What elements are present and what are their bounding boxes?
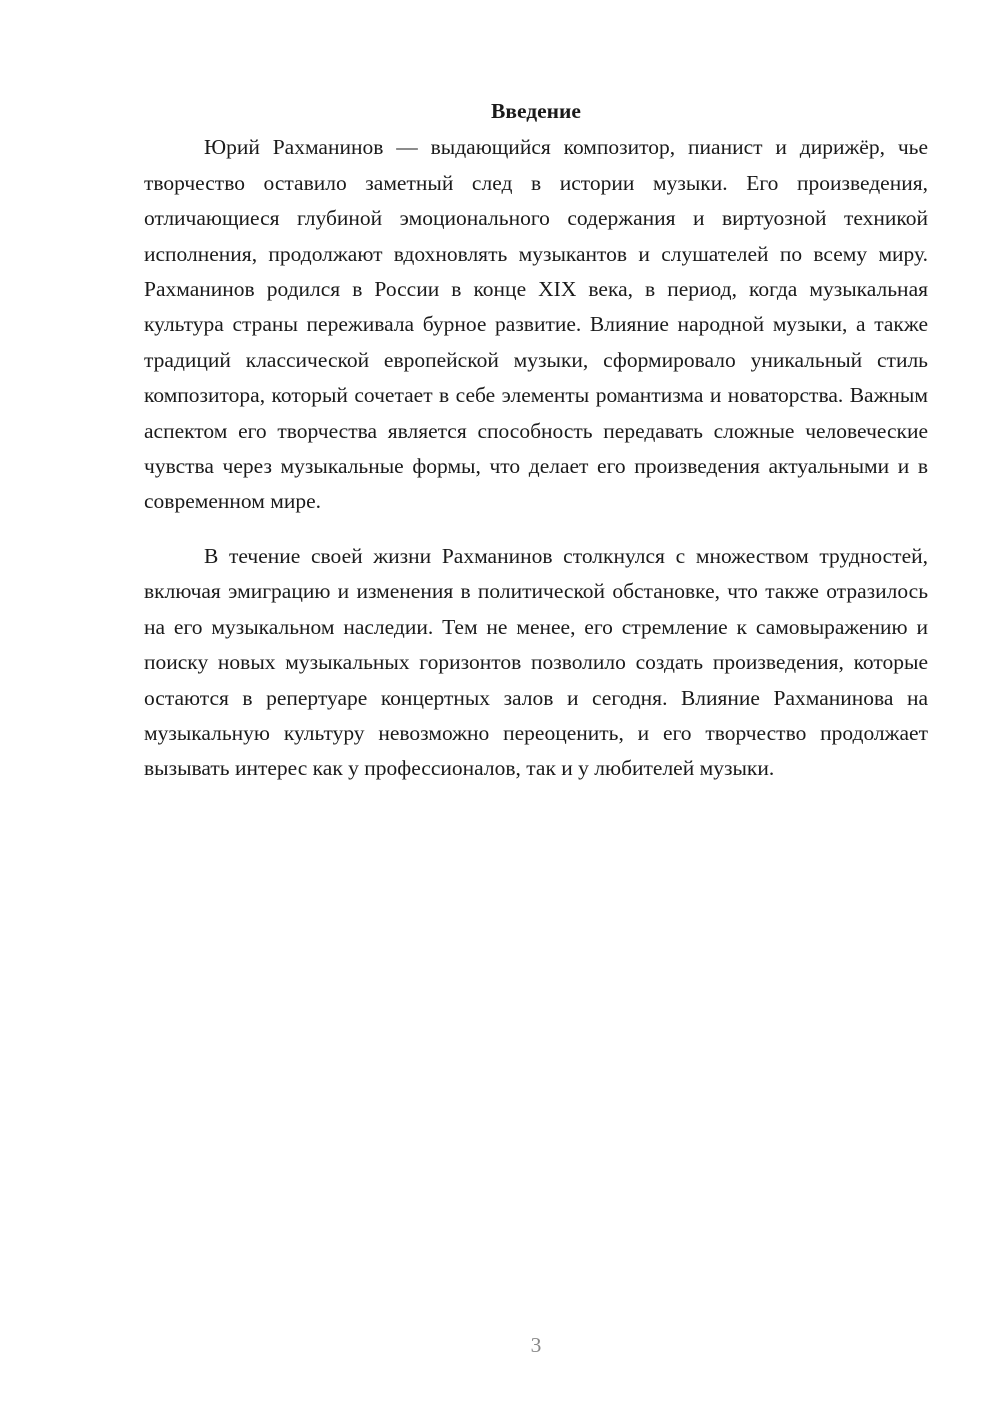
page-body (144, 94, 928, 787)
section-heading: Введение (491, 99, 581, 123)
paragraph-second: В течение своей жизни Рахманинов столкнулся с множеством трудностей, включая эмиграцию и изменения в политической обстановке, что также отразилось на его музыкальном наследии. Тем не менее, его стремление к самовыражению и поиску новых музыкальных горизонтов позволило создать произведения, которые остаются в репертуаре концертных залов и сегодня. Влияние Рахманинова на музыкальную культуру невозможно переоценить, и его творчество продолжает вызывать интерес как у профессионалов, так и у любителей музыки. (144, 543, 928, 781)
page-number: 3 (530, 1333, 542, 1357)
paragraph-intro: Юрий Рахманинов — выдающийся композитор, пианист и дирижёр, чье творчество оставило заметный след в истории музыки. Его произведения, отличающиеся глубиной эмоционального содержания и виртуозной техникой исполнения, продолжают вдохновлять музыкантов и слушателей по всему миру. Рахманинов родился в России в конце XIX века, в период, когда музыкальная культура страны переживала бурное развитие. Влияние народной музыки, а также традиций классической европейской музыки, сформировало уникальный стиль композитора, который сочетает в себе элементы романтизма и новаторства. Важным аспектом его творчества является способность передавать сложные человеческие чувства через музыкальные формы, что делает его произведения актуальными и в современном мире. (144, 135, 928, 514)
